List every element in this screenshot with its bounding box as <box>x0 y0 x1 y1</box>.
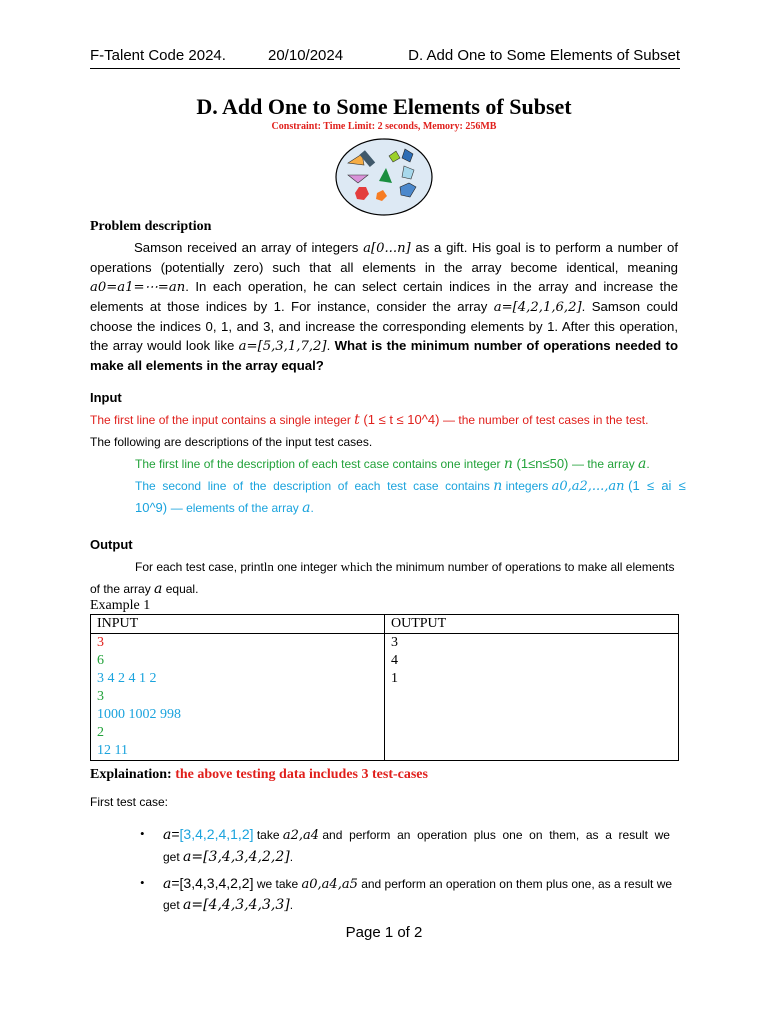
bullet-2-line-1: a=[3,4,3,4,2,2] we take a0,a4,a5 and perform an operation on them plus one, as a result we <box>163 875 673 892</box>
output-heading: Output <box>90 537 133 552</box>
input-line-desc: The following are descriptions of the input test cases. <box>90 435 373 449</box>
problem-title: D. Add One to Some Elements of Subset <box>196 94 572 119</box>
example-table <box>90 614 679 761</box>
array-notation: a[0...n] <box>363 241 411 256</box>
output-line: 3 <box>391 635 398 650</box>
input-heading: Input <box>90 390 122 405</box>
output-cell <box>385 634 679 761</box>
problem-description-text: Samson received an array of integers a[0...n] as a gift. His goal is to perform a number of operations (potentially zero) such that all elements in the array become identical, meaning a0=a1=⋯=an. In each operation, he can select certain indices in the array and increase the elements at those indices by 1. For instance, consider the array a=[4,2,1,6,2]. Samson could choose the indices 0, 1, and 3, and increase the corresponding elements by 1. After this operation, the array would look like a=[5,3,1,7,2]. What is the minimum number of operations needed to make all elements in the array equal? <box>90 240 678 373</box>
constraint-text: Constraint: Time Limit: 2 seconds, Memory: 256MB <box>271 121 497 132</box>
input-line-t: The first line of the input contains a single integer t (1 ≤ t ≤ 10^4) — the number of test cases in the test. <box>90 412 649 428</box>
input-line-n: The first line of the description of each test case contains one integer n (1≤n≤50) — the array a. <box>135 456 650 472</box>
output-line: 1 <box>391 671 398 686</box>
header-contest: F-Talent Code 2024. <box>90 47 226 64</box>
input-line: 2 <box>97 725 104 740</box>
page-number: Page 1 of 2 <box>345 924 423 941</box>
input-line: 3 <box>97 635 104 650</box>
bullet-2-line-2: get a=[4,4,3,4,3,3]. <box>163 897 294 913</box>
explanation-note: the above testing data includes 3 test-cases <box>175 767 428 782</box>
output-column-header: OUTPUT <box>385 615 679 634</box>
table-row <box>91 634 679 761</box>
shapes-icon <box>334 137 434 217</box>
problem-question: What is the minimum number of operations needed to make all elements in the array equal? <box>90 338 678 373</box>
output-line-2: of the array a equal. <box>90 581 199 597</box>
input-line-array: The second line of the description of each test case contains n integers a0,a2,...,an (1 ≤ ai ≤ <box>135 478 686 494</box>
page-header <box>90 46 680 69</box>
input-line: 3 4 2 4 1 2 <box>97 671 157 686</box>
input-line: 12 11 <box>97 743 128 758</box>
input-cell <box>91 634 385 761</box>
header-date: 20/10/2024 <box>268 47 344 64</box>
bullet-1-line-1: a=[3,4,2,4,1,2] take a2,a4 and perform an operation plus one on them, as a result we <box>163 826 670 843</box>
equality-notation: a0=a1=⋯=an <box>90 280 186 295</box>
input-column-header: INPUT <box>91 615 385 634</box>
input-line: 6 <box>97 653 104 668</box>
problem-description-heading: Problem description <box>90 219 212 234</box>
table-header-row <box>91 615 679 634</box>
input-line: 1000 1002 998 <box>97 707 181 722</box>
header-problem-name: D. Add One to Some Elements of Subset <box>408 47 680 64</box>
first-test-case-label: First test case: <box>90 795 169 809</box>
output-line-1: For each test case, println one integer which the minimum number of operations to make all elements <box>135 559 675 574</box>
output-line: 4 <box>391 653 398 668</box>
example-label: Example 1 <box>90 598 151 613</box>
explanation-heading: Explaination: the above testing data includes 3 test-cases <box>90 767 428 782</box>
bullet-icon: • <box>140 826 145 841</box>
bullet-icon: • <box>140 875 145 890</box>
input-line-array-range: 10^9) — elements of the array a. <box>135 500 314 516</box>
bullet-1-line-2: get a=[3,4,3,4,2,2]. <box>163 849 294 865</box>
input-line: 3 <box>97 689 104 704</box>
